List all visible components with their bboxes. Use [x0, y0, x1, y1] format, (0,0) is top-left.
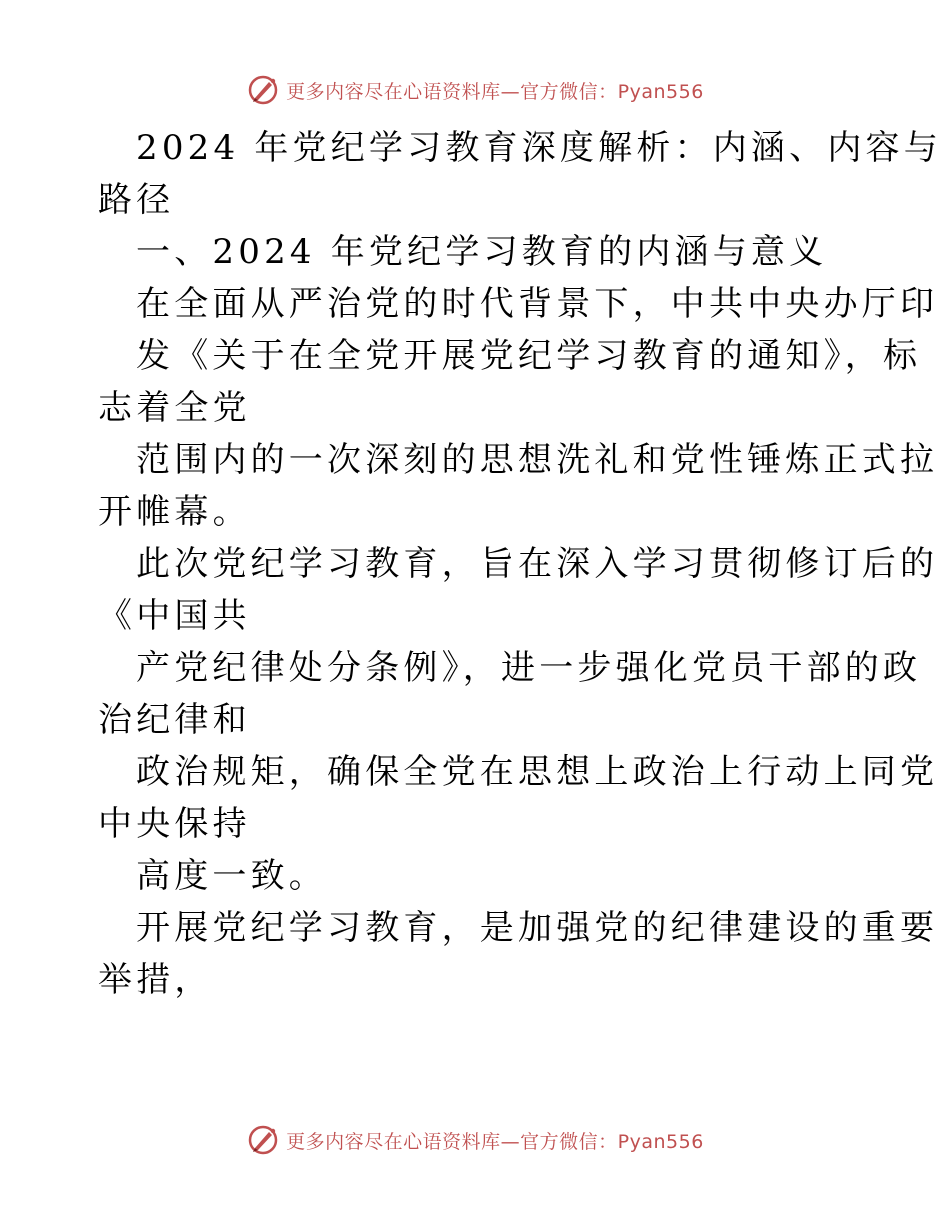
text-line: 路径	[98, 180, 175, 220]
footer-banner-inner	[246, 1123, 704, 1157]
text-line: 志着全党	[98, 388, 251, 428]
header-banner	[0, 70, 950, 110]
text-line: 发《关于在全党开展党纪学习教育的通知》，标	[136, 336, 922, 376]
footer-banner	[0, 1120, 950, 1160]
pen-logo-icon	[246, 73, 280, 107]
text-line: 《中国共	[98, 596, 251, 636]
text-line: 举措，	[98, 960, 213, 1000]
text-line: 中央保持	[98, 804, 251, 844]
text-line: 开帷幕。	[98, 492, 251, 532]
header-banner-inner	[246, 73, 704, 107]
header-banner-text: 更多内容尽在心语资料库—官方微信：Pyan556	[286, 80, 704, 103]
text-line: 范围内的一次深刻的思想洗礼和党性锤炼正式拉	[136, 440, 939, 480]
text-line: 产党纪律处分条例》，进一步强化党员干部的政	[136, 648, 922, 688]
text-line: 此次党纪学习教育，旨在深入学习贯彻修订后的	[136, 544, 939, 584]
text-line: 治纪律和	[98, 700, 251, 740]
footer-banner-text: 更多内容尽在心语资料库—官方微信：Pyan556	[286, 1130, 704, 1153]
pen-logo-icon	[246, 1123, 280, 1157]
text-line: 2024 年党纪学习教育深度解析：内涵、内容与	[136, 128, 942, 168]
text-line: 政治规矩，确保全党在思想上政治上行动上同党	[136, 752, 939, 792]
text-line: 开展党纪学习教育，是加强党的纪律建设的重要	[136, 908, 939, 948]
text-line: 一、2024 年党纪学习教育的内涵与意义	[136, 232, 828, 272]
text-line: 高度一致。	[136, 856, 327, 896]
text-line: 在全面从严治党的时代背景下，中共中央办厅印	[136, 284, 939, 324]
document-body	[98, 122, 942, 1006]
